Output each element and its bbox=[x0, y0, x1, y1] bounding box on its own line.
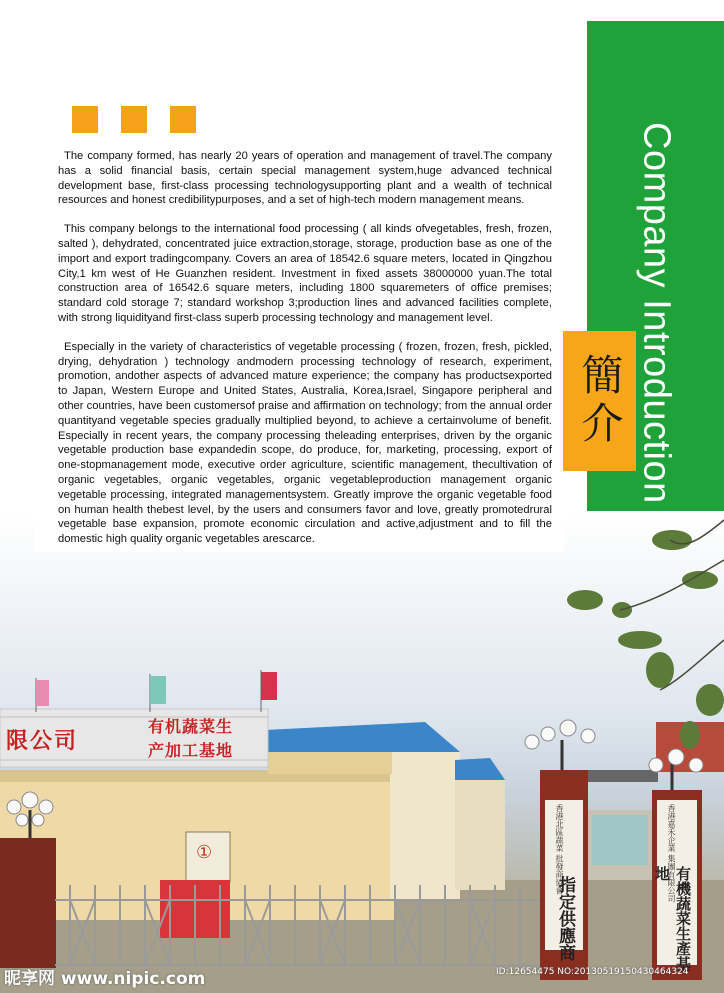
introduction-body bbox=[58, 149, 552, 561]
flag bbox=[261, 672, 277, 700]
left-pillar-big-sign: 指定供應商 bbox=[555, 876, 575, 961]
english-title: Company Introduction bbox=[635, 122, 678, 504]
watermark-site: 昵享网 www.nipic.com bbox=[4, 969, 206, 989]
paragraph: Especially in the variety of characteristics of vegetable processing ( frozen, frozen, fresh, pickled, drying, dehydration ) technology andmodern processing technology of research, experiment, promotion, andother aspects of advanced mature experience; the company has productsexported to Japan, Western Europe and United States, Australia, Korea,Israel, Singapore peripheral and other countries, have been customersof praise and affirmation on technology; from the annual order quantityand vegetable species gradually multiplied beyond, to achieve a certainvolume of benefit. Especially in recent years, the company processing theleading enterprises, driven by the organic vegetable production base expandedin scope, do produce, for, marketing, processing, export of one-stopmanagement mode, executive order agriculture, scientific management, thecultivation of organic vegetables, organic vegetables, organic vegetableproduction management organic vegetable processing, integrated managementsystem. Greatly improve the organic vegetable food on human health thebest level, by the users and consumers favor and love, greatly promotedrural vegetable base expansion, promote economic circulation and active,adjustment and to fill the domestic high quality organic vegetables arescarce. bbox=[58, 340, 552, 546]
tree-foliage bbox=[567, 530, 724, 749]
left-pillar-small-sign: 香港北區蔬菜 批發商協會 bbox=[555, 804, 564, 895]
flag bbox=[36, 680, 49, 706]
door-number: ① bbox=[196, 842, 213, 863]
roof-banner-right-line1: 有机蔬菜生 bbox=[148, 717, 234, 736]
roof-banner-right-line2: 产加工基地 bbox=[148, 741, 234, 760]
roof-banner-left-text: 限公司 bbox=[6, 728, 79, 754]
chinese-title: 簡介 bbox=[575, 353, 625, 449]
chinese-title-box bbox=[563, 331, 636, 471]
left-gate-pillar bbox=[0, 838, 56, 968]
flag bbox=[150, 676, 166, 704]
blue-roof bbox=[265, 722, 460, 752]
paragraph: This company belongs to the international food processing ( all kinds ofvegetables, fresh, frozen, salted ), dehydrated, concentrated juice extraction,storage, storage, production base as one of the import and export tradingcompany. Covers an area of 18542.6 square meters, located in Qingzhou City,1 km west of He Guanzhen resident. Investment in fixed assets 38000000 yuan.The total construction area of 16542.6 square meters, including 1800 squaremeters of office premises; standard cold storage 7; standard workshop 3;production lines and advanced facilities complete, with strong liquidityand first-class superb processing technology and management level. bbox=[58, 223, 552, 324]
right-pillar-big-sign: 有機蔬菜生產基地 bbox=[653, 866, 692, 971]
orange-square bbox=[72, 106, 98, 133]
orange-square bbox=[170, 106, 196, 133]
right-pillar-small-sign: 香港嘉禾企業 集團有限公司 bbox=[667, 804, 676, 903]
watermark-id: ID:12654475 NO:20130519150430464324 bbox=[496, 967, 689, 977]
paragraph: The company formed, has nearly 20 years of operation and management of travel.The company has a solid financial basis, certain special management system,huge advanced technical development base, first-class processing technologysupporting plant and a wealth of technical resources and honest credibilitypurposes, and a set of high-tech modern management means. bbox=[58, 150, 552, 207]
orange-square bbox=[121, 106, 147, 133]
